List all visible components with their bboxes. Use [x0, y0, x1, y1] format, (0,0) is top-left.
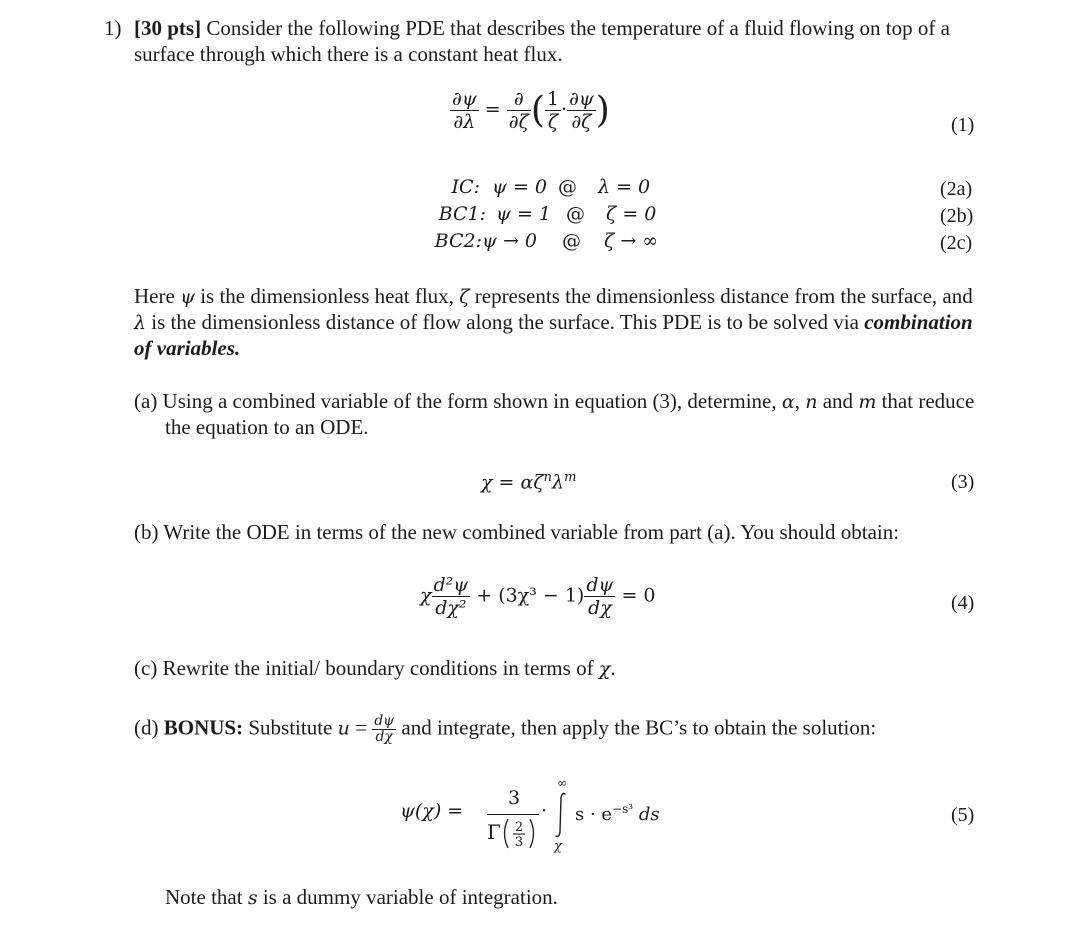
part-a-m: m [858, 391, 877, 413]
eq5-coef-num: 3 [507, 787, 521, 809]
para-psi: ψ [180, 286, 195, 308]
problem-intro-line2: surface through which there is a constant heat flux. [134, 42, 563, 66]
part-a-comma: , [794, 389, 800, 413]
eq1-d-num: ∂ψ [569, 88, 594, 110]
part-a-line1 [134, 388, 974, 415]
eq2c-label: (2c) [940, 232, 973, 254]
eq1-op-den: ∂ζ [508, 111, 529, 133]
problem-intro-line1 [134, 15, 950, 41]
part-d-bonus: BONUS: [163, 715, 244, 740]
ic-name: IC: [451, 176, 480, 198]
eq5-upper-limit: ∞ [557, 776, 567, 790]
problem-points: [30 pts] [134, 16, 202, 40]
eq5-integrand-base: s · e [575, 804, 613, 825]
part-b: (b) Write the ODE in terms of the new combined variable from part (a). You should obtain: [134, 520, 900, 544]
eq5-dot: · [541, 800, 548, 822]
paragraph-line3 [134, 335, 240, 361]
para-text-c: represents the dimensionless distance from the surface, and [474, 284, 973, 308]
part-d-u: u [337, 717, 350, 740]
eq5-ds: ds [638, 804, 660, 825]
eq1-op-fraction [507, 88, 531, 133]
ic-condition: ψ = 0 [492, 176, 547, 198]
note-post: is a dummy variable of integration. [262, 885, 558, 909]
paragraph-line2 [134, 309, 973, 336]
eq1-lhs-den: ∂λ [453, 111, 476, 133]
note-pre: Note that [165, 885, 243, 909]
eq5-gamma-den: 3 [514, 835, 524, 850]
eq4-middle: + (3χ³ − 1) [476, 584, 585, 607]
eq4-d1-fraction [584, 574, 615, 619]
eq1-label: (1) [951, 114, 975, 136]
eq1-dot: · [561, 98, 568, 121]
eq5-gamma-num: 2 [514, 820, 524, 835]
para-bold-variables: of variables. [134, 336, 241, 360]
eq1-inner-num: 1 [546, 88, 560, 110]
eq1-inner-fraction [545, 88, 561, 133]
eq5-exponent: −s³ [612, 802, 634, 816]
part-d [134, 714, 876, 745]
part-d-fraction [372, 714, 396, 745]
part-a-post: that reduce [881, 389, 975, 413]
para-lambda: λ [134, 312, 147, 334]
ic-at: @ [558, 176, 577, 198]
bc1-name: BC1: [438, 203, 486, 225]
eq5-gamma-argument [500, 815, 540, 855]
part-c-period: . [610, 656, 616, 680]
bc1-condition: ψ = 1 [496, 203, 551, 225]
eq3-exp-n: n [543, 470, 553, 485]
problem-number: 1) [104, 16, 122, 40]
note-s: s [247, 887, 258, 909]
bc2-where: ζ → ∞ [604, 230, 659, 252]
equation-3 [481, 470, 576, 493]
eq5-gamma: Γ [487, 820, 501, 844]
eq4-d1-num: dψ [586, 574, 614, 596]
part-d-post: and integrate, then apply the BC’s to obtain the solution: [401, 715, 877, 740]
equation-1 [450, 88, 610, 133]
part-c-text: (c) Rewrite the initial/ boundary conditions in terms of [134, 656, 594, 680]
para-text-b: is the dimensionless heat flux, [200, 284, 454, 308]
part-a-alpha: α [781, 391, 795, 413]
eq1-equals: = [484, 98, 501, 121]
eq4-label: (4) [951, 592, 975, 614]
eq2b-label: (2b) [940, 205, 974, 227]
bc1-at: @ [566, 203, 585, 225]
bc2-name: BC2: [434, 230, 482, 252]
part-d-substitute: Substitute [248, 715, 333, 740]
part-c [134, 655, 616, 682]
part-a-text: (a) Using a combined variable of the form shown in equation (3), determine, [134, 389, 777, 413]
eq3-label: (3) [951, 471, 975, 493]
eq5-integrand [575, 802, 660, 825]
eq1-inner-den: ζ [547, 111, 559, 133]
part-c-chi: χ [598, 658, 611, 680]
bc2-condition: ψ → 0 [482, 230, 537, 252]
eq4-rhs: = 0 [621, 584, 656, 607]
eq1-d-fraction [567, 88, 596, 133]
paragraph-line1 [134, 283, 973, 310]
eq1-d-den: ∂ζ [571, 111, 592, 133]
eq4-d2-num: d²ψ [433, 574, 469, 596]
para-zeta: ζ [459, 286, 470, 308]
part-a-n: n [805, 391, 818, 413]
eq4-d1-den: dχ [588, 597, 612, 619]
part-a-line2: the equation to an ODE. [165, 415, 369, 439]
equation-4 [420, 574, 656, 619]
eq1-lhs-fraction [450, 88, 479, 133]
bc1-where: ζ = 0 [606, 203, 657, 225]
part-d-equals: = [355, 715, 367, 740]
eq4-d2-den: dχ² [435, 597, 467, 619]
note [165, 884, 558, 911]
eq1-open-paren: ( [530, 90, 545, 131]
eq4-d2-fraction [432, 574, 471, 619]
part-d-label: (d) [134, 715, 159, 740]
eq3-exp-m: m [564, 470, 577, 485]
eq3-lambda: λ [552, 471, 565, 494]
eq5-lower-limit: χ [554, 839, 562, 854]
eq5-label: (5) [951, 804, 975, 826]
bc2-at: @ [562, 230, 581, 252]
part-a-and: and [822, 389, 854, 413]
eq3-lhs: χ = αζ [481, 471, 544, 494]
ic-where: λ = 0 [598, 176, 651, 198]
eq1-op-num: ∂ [507, 88, 531, 111]
eq1-lhs-num: ∂ψ [452, 88, 477, 110]
para-text-line2: is the dimensionless distance of flow along the surface. This PDE is to be solved via [151, 310, 859, 334]
para-here: Here [134, 284, 175, 308]
part-d-den: dχ [375, 729, 393, 745]
intro-text-1: Consider the following PDE that describes the temperature of a fluid flowing on top of a [206, 16, 950, 40]
eq4-chi: χ [420, 584, 432, 607]
para-bold-combination: combination [864, 310, 973, 334]
integral-sign-icon [550, 790, 572, 840]
part-d-num: dψ [374, 713, 395, 729]
eq1-close-paren: ) [595, 90, 610, 131]
eq2a-label: (2a) [940, 178, 973, 200]
eq5-lhs: ψ(χ) = [400, 800, 464, 822]
